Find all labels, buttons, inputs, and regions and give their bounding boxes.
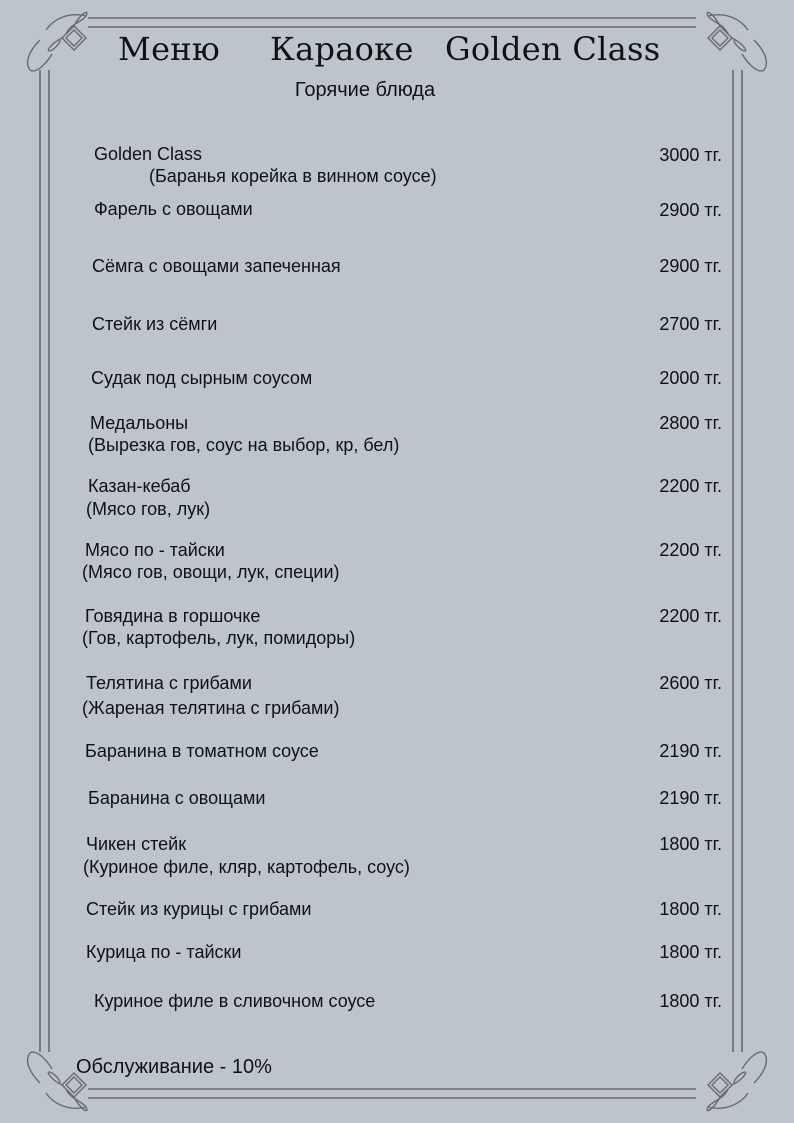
- section-title: Горячие блюда: [294, 79, 436, 101]
- dish-name: Golden Class: [94, 144, 203, 164]
- dish-price: 2200 тг.: [659, 476, 722, 496]
- dish-price: 2900 тг.: [659, 200, 722, 220]
- dish-name: Медальоны: [90, 413, 189, 433]
- dish-name: Казан-кебаб: [88, 476, 191, 496]
- header-karaoke: Караоке: [270, 30, 414, 68]
- corner-ornament-bottom-right: [707, 1052, 766, 1111]
- dish-price: 2200 тг.: [659, 606, 722, 626]
- dish-price: 1800 тг.: [659, 991, 722, 1011]
- dish-description: (Мясо гов, лук): [86, 499, 211, 519]
- dish-description: (Жареная телятина с грибами): [82, 698, 340, 718]
- dish-name: Стейк из сёмги: [92, 314, 218, 334]
- dish-price: 2800 тг.: [659, 413, 722, 433]
- dish-price: 1800 тг.: [659, 899, 722, 919]
- dish-name: Судак под сырным соусом: [91, 368, 313, 388]
- dish-name: Сёмга с овощами запеченная: [92, 256, 341, 276]
- dish-description: (Вырезка гов, соус на выбор, кр, бел): [88, 435, 400, 455]
- header-menu: Меню: [118, 30, 221, 68]
- corner-ornament-top-left: [28, 12, 87, 71]
- dish-description: (Гов, картофель, лук, помидоры): [82, 628, 356, 648]
- header-brand: Golden Class: [445, 30, 661, 68]
- dish-name: Фарель с овощами: [94, 199, 253, 219]
- dish-price: 2190 тг.: [659, 741, 722, 761]
- dish-price: 2190 тг.: [659, 788, 722, 808]
- dish-price: 2700 тг.: [659, 314, 722, 334]
- corner-ornament-top-right: [707, 12, 766, 71]
- dish-price: 3000 тг.: [659, 145, 722, 165]
- dish-name: Куриное филе в сливочном соусе: [94, 991, 376, 1011]
- dish-price: 1800 тг.: [659, 834, 722, 854]
- dish-name: Телятина с грибами: [86, 673, 252, 693]
- dish-description: (Мясо гов, овощи, лук, специи): [82, 562, 340, 582]
- service-charge-note: Обслуживание - 10%: [76, 1056, 272, 1078]
- dish-description: (Куриное филе, кляр, картофель, соус): [83, 857, 410, 877]
- dish-name: Баранина в томатном соусе: [85, 741, 319, 761]
- dish-price: 2600 тг.: [659, 673, 722, 693]
- dish-name: Говядина в горшочке: [85, 606, 261, 626]
- dish-name: Курица по - тайски: [86, 942, 242, 962]
- dish-price: 2900 тг.: [659, 256, 722, 276]
- dish-price: 1800 тг.: [659, 942, 722, 962]
- dish-name: Баранина с овощами: [88, 788, 266, 808]
- dish-description: (Баранья корейка в винном соусе): [149, 166, 437, 186]
- dish-price: 2000 тг.: [659, 368, 722, 388]
- dish-name: Чикен стейк: [86, 834, 187, 854]
- dish-name: Мясо по - тайски: [85, 540, 225, 560]
- dish-price: 2200 тг.: [659, 540, 722, 560]
- dish-name: Стейк из курицы с грибами: [86, 899, 312, 919]
